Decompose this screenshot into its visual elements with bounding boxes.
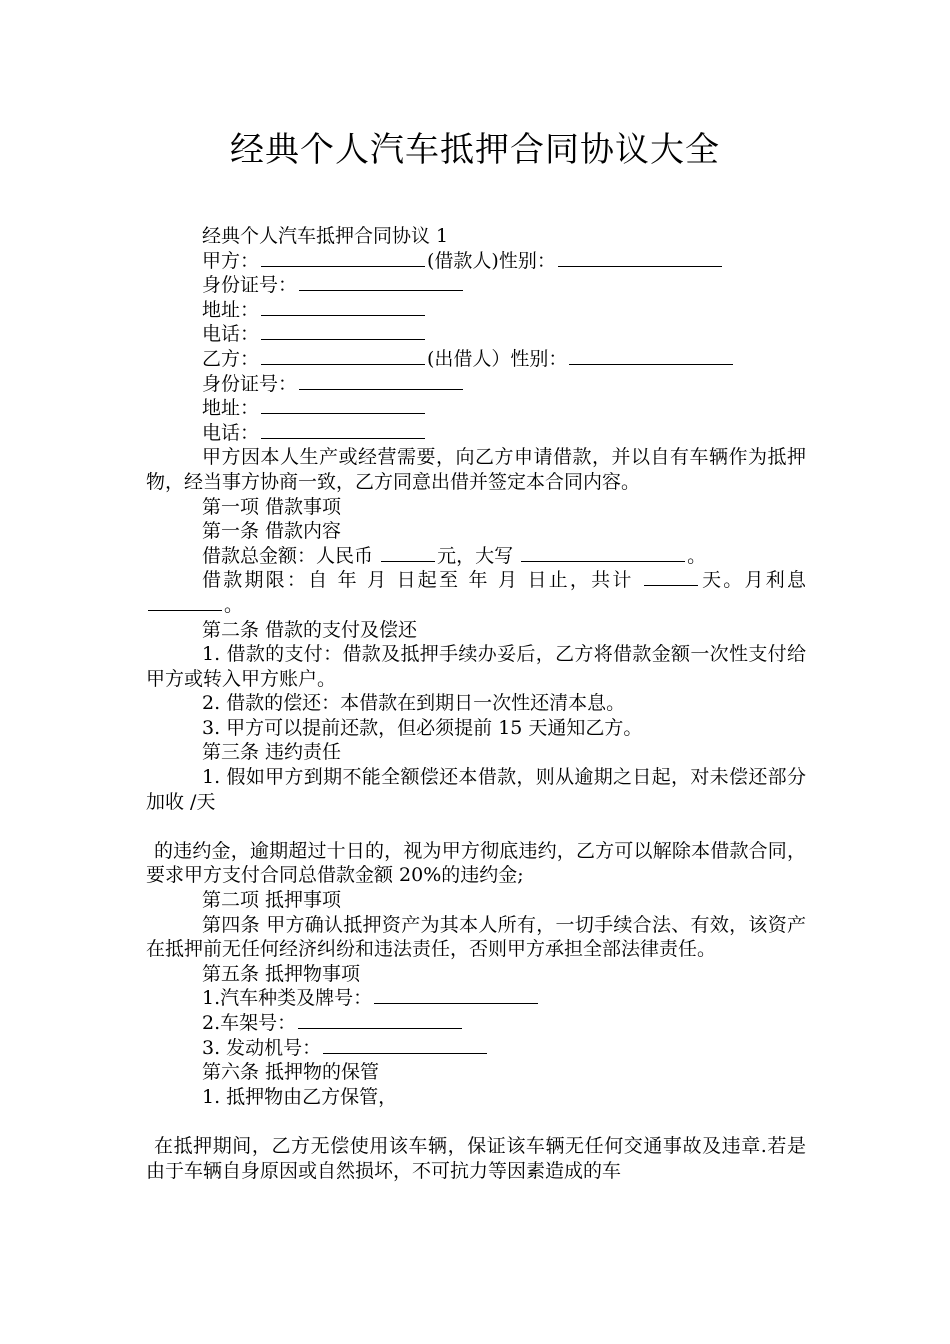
party-a-id-blank (299, 273, 463, 291)
frame-number-blank (298, 1011, 462, 1029)
loan-amount-label: 借款总金额：人民币 (202, 544, 374, 567)
party-a-role: (借款人)性别： (427, 249, 556, 272)
vehicle-type-line (146, 986, 806, 1011)
loan-amount-end: 。 (687, 544, 707, 567)
party-b-phone-blank (261, 421, 425, 439)
document-body (146, 224, 806, 1183)
party-b-line (146, 347, 806, 372)
engine-number-label: 3. 发动机号： (202, 1036, 322, 1059)
clause-line: 1. 抵押物由乙方保管， (202, 1085, 398, 1108)
party-a-name-blank (261, 249, 425, 267)
monthly-interest-blank (148, 593, 222, 611)
clause-paragraph: 1. 借款的支付：借款及抵押手续办妥后，乙方将借款金额一次性支付给甲方或转入甲方账户。 (146, 643, 806, 690)
section-heading: 第一项 借款事项 (202, 495, 342, 518)
party-a-address-label: 地址： (202, 298, 260, 321)
party-a-phone-label: 电话： (202, 323, 260, 346)
frame-number-line (146, 1011, 806, 1036)
article-paragraph: 第四条 甲方确认抵押资产为其本人所有，一切手续合法、有效，该资产在抵押前无任何经济纠纷和违法责任，否则甲方承担全部法律责任。 (146, 913, 806, 961)
loan-term-end: 。 (224, 593, 244, 616)
party-a-id-line (146, 273, 806, 298)
party-b-address-label: 地址： (202, 397, 260, 420)
intro-paragraph: 甲方因本人生产或经营需要，向乙方申请借款，并以自有车辆作为抵押物，经当事方协商一致，乙方同意出借并签定本合同内容。 (146, 446, 806, 493)
party-b-role: (出借人）性别： (427, 347, 568, 370)
party-a-phone-line (146, 322, 806, 347)
blank-line (146, 814, 806, 839)
loan-amount-words-blank (521, 544, 685, 562)
frame-number-label: 2.车架号： (202, 1012, 297, 1034)
loan-term-days: 天。月利息 (699, 569, 806, 592)
article-heading: 第二条 借款的支付及偿还 (202, 618, 418, 641)
party-b-address-line (146, 396, 806, 421)
clause-line: 3. 甲方可以提前还款，但必须提前 15 天通知乙方。 (202, 716, 643, 739)
party-a-line (146, 249, 806, 274)
loan-amount-unit: 元，大写 (437, 544, 514, 567)
article-heading: 第三条 违约责任 (202, 741, 342, 764)
party-a-gender-blank (558, 249, 722, 267)
party-b-id-blank (299, 372, 463, 390)
party-a-phone-blank (261, 322, 425, 340)
party-b-label: 乙方： (202, 347, 260, 370)
article-heading: 第一条 借款内容 (202, 520, 342, 543)
party-b-phone-label: 电话： (202, 421, 260, 444)
party-b-gender-blank (569, 347, 733, 365)
article-heading: 第六条 抵押物的保管 (202, 1061, 380, 1084)
blank-line (146, 1109, 806, 1134)
agreement-heading: 经典个人汽车抵押合同协议 1 (202, 225, 449, 247)
party-b-id-label: 身份证号： (202, 372, 298, 395)
party-b-id-line (146, 372, 806, 397)
party-a-label: 甲方： (202, 249, 260, 272)
party-b-phone-line (146, 421, 806, 446)
clause-paragraph: 1. 假如甲方到期不能全额偿还本借款，则从逾期之日起，对未偿还部分加收 /天 (146, 766, 806, 813)
engine-number-blank (323, 1036, 487, 1054)
clause-line: 2. 借款的偿还：本借款在到期日一次性还清本息。 (202, 692, 626, 715)
party-b-name-blank (261, 347, 425, 365)
party-a-id-label: 身份证号： (202, 274, 298, 297)
loan-term-label: 借款期限：自 年 月 日起至 年 月 日止，共计 (202, 569, 634, 592)
loan-days-blank (644, 568, 698, 586)
loan-amount-line (146, 544, 806, 569)
article-heading: 第五条 抵押物事项 (202, 962, 361, 985)
party-b-address-blank (261, 396, 425, 414)
vehicle-type-blank (374, 986, 538, 1004)
party-a-address-blank (261, 298, 425, 316)
clause-paragraph: 的违约金，逾期超过十日的，视为甲方彻底违约，乙方可以解除本借款合同，要求甲方支付合同总借款金额 20%的违约金; (146, 839, 806, 887)
clause-paragraph: 在抵押期间，乙方无偿使用该车辆，保证该车辆无任何交通事故及违章.若是由于车辆自身原因或自然损坏，不可抗力等因素造成的车 (146, 1134, 806, 1182)
document-title: 经典个人汽车抵押合同协议大全 (230, 130, 720, 170)
vehicle-type-label: 1.汽车种类及牌号： (202, 987, 373, 1010)
party-a-address-line (146, 298, 806, 323)
section-heading: 第二项 抵押事项 (202, 889, 342, 912)
loan-term-paragraph (146, 568, 806, 617)
engine-number-line (146, 1036, 806, 1061)
loan-amount-blank (381, 544, 435, 562)
